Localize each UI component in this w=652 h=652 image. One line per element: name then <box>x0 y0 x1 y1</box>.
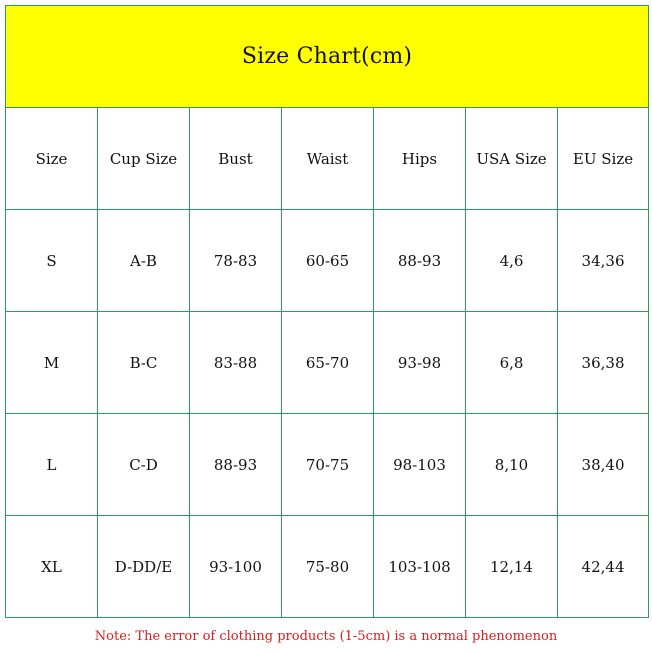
header-bust: Bust <box>190 108 282 210</box>
table-row <box>6 312 649 414</box>
cell-usa-size: 4,6 <box>466 210 558 312</box>
table-row <box>6 210 649 312</box>
header-waist: Waist <box>282 108 374 210</box>
cell-bust: 88-93 <box>190 414 282 516</box>
cell-waist: 70-75 <box>282 414 374 516</box>
cell-usa-size: 6,8 <box>466 312 558 414</box>
cell-cup-size: D-DD/E <box>98 516 190 618</box>
header-eu-size: EU Size <box>558 108 649 210</box>
header-usa-size: USA Size <box>466 108 558 210</box>
cell-eu-size: 38,40 <box>558 414 649 516</box>
table-row <box>6 414 649 516</box>
header-size: Size <box>6 108 98 210</box>
cell-cup-size: A-B <box>98 210 190 312</box>
size-chart-table <box>5 5 649 618</box>
chart-title: Size Chart(cm) <box>6 6 649 108</box>
cell-hips: 103-108 <box>374 516 466 618</box>
cell-size: XL <box>6 516 98 618</box>
cell-size: M <box>6 312 98 414</box>
cell-usa-size: 8,10 <box>466 414 558 516</box>
header-row <box>6 108 649 210</box>
cell-bust: 83-88 <box>190 312 282 414</box>
header-cup-size: Cup Size <box>98 108 190 210</box>
cell-eu-size: 42,44 <box>558 516 649 618</box>
title-row <box>6 6 649 108</box>
cell-eu-size: 36,38 <box>558 312 649 414</box>
cell-bust: 78-83 <box>190 210 282 312</box>
table-row <box>6 516 649 618</box>
cell-cup-size: B-C <box>98 312 190 414</box>
cell-waist: 75-80 <box>282 516 374 618</box>
cell-waist: 65-70 <box>282 312 374 414</box>
cell-size: L <box>6 414 98 516</box>
cell-bust: 93-100 <box>190 516 282 618</box>
cell-size: S <box>6 210 98 312</box>
cell-waist: 60-65 <box>282 210 374 312</box>
footnote: Note: The error of clothing products (1-5cm) is a normal phenomenon <box>94 629 558 644</box>
cell-eu-size: 34,36 <box>558 210 649 312</box>
cell-usa-size: 12,14 <box>466 516 558 618</box>
cell-hips: 98-103 <box>374 414 466 516</box>
header-hips: Hips <box>374 108 466 210</box>
cell-hips: 88-93 <box>374 210 466 312</box>
cell-cup-size: C-D <box>98 414 190 516</box>
cell-hips: 93-98 <box>374 312 466 414</box>
